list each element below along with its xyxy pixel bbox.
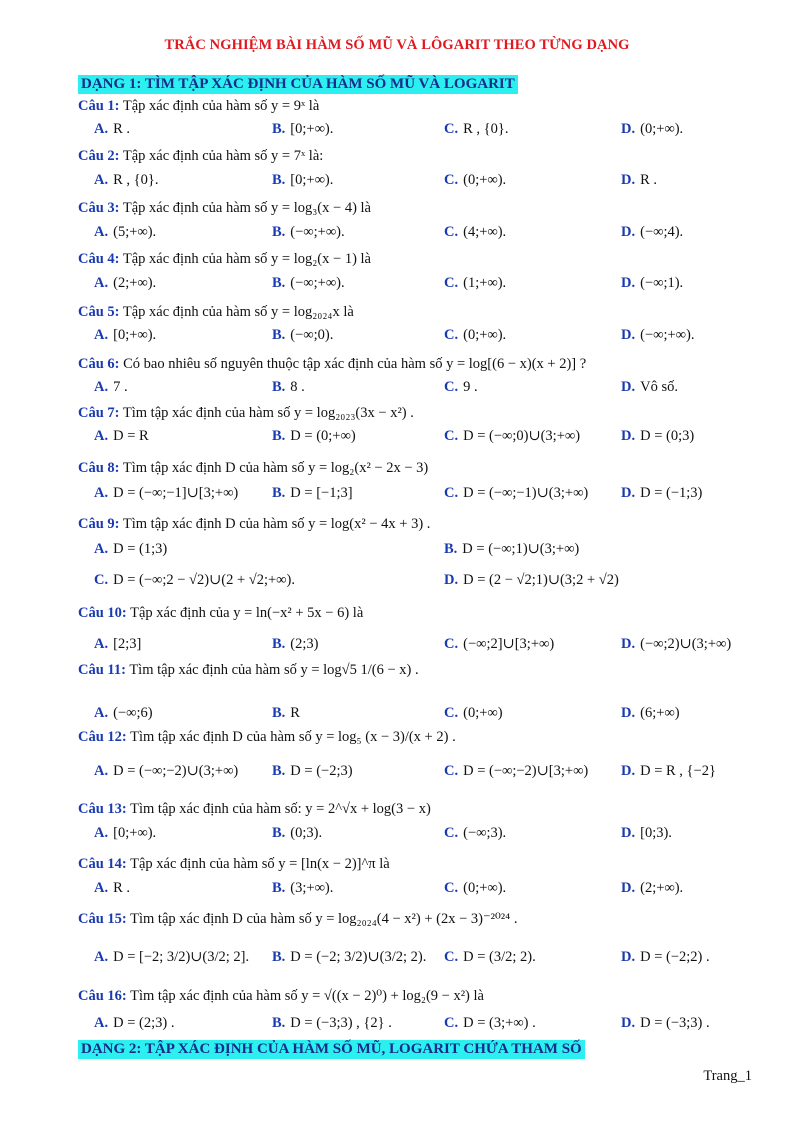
option-letter: D. bbox=[621, 121, 636, 137]
question-text: Tập xác định của y = ln(−x² + 5x − 6) là bbox=[130, 605, 364, 621]
option-text: D = [−1;3] bbox=[290, 485, 353, 501]
answer-option[interactable] bbox=[444, 324, 506, 346]
answer-option[interactable] bbox=[94, 1012, 174, 1034]
answer-option[interactable] bbox=[444, 877, 506, 899]
answer-option[interactable] bbox=[94, 946, 249, 968]
option-letter: B. bbox=[272, 327, 286, 343]
option-text: D = (−2;2) . bbox=[640, 949, 710, 965]
option-letter: A. bbox=[94, 1015, 109, 1031]
option-letter: C. bbox=[444, 428, 459, 444]
question-label: Câu 6: bbox=[78, 356, 120, 372]
answer-option[interactable] bbox=[272, 760, 353, 782]
option-letter: B. bbox=[272, 949, 286, 965]
option-text: D = (2 − √2;1)∪(3;2 + √2) bbox=[463, 572, 619, 588]
question-stem bbox=[78, 909, 517, 929]
option-text: (0;+∞) bbox=[463, 705, 503, 721]
option-text: D = R bbox=[113, 428, 149, 444]
option-text: D = (−2;3) bbox=[290, 763, 353, 779]
section-heading-1: DẠNG 1: TÌM TẬP XÁC ĐỊNH CỦA HÀM SỐ MŨ VÀ LOGARIT bbox=[78, 75, 518, 94]
option-text: (−∞;+∞). bbox=[290, 224, 345, 240]
option-text: (0;3). bbox=[290, 825, 323, 841]
option-text: [2;3] bbox=[113, 636, 142, 652]
question-stem bbox=[78, 249, 371, 269]
question-stem bbox=[78, 403, 414, 423]
option-text: D = (−∞;−1)∪(3;+∞) bbox=[463, 485, 589, 501]
option-text: D = (−∞;−1]∪[3;+∞) bbox=[113, 485, 239, 501]
option-letter: A. bbox=[94, 636, 109, 652]
option-letter: B. bbox=[444, 541, 458, 557]
answer-option[interactable] bbox=[94, 760, 238, 782]
option-letter: B. bbox=[272, 121, 286, 137]
option-letter: D. bbox=[621, 1015, 636, 1031]
answer-option[interactable] bbox=[621, 633, 731, 655]
option-letter: D. bbox=[621, 379, 636, 395]
option-letter: B. bbox=[272, 636, 286, 652]
answer-option[interactable] bbox=[621, 946, 710, 968]
option-letter: B. bbox=[272, 485, 286, 501]
option-letter: C. bbox=[444, 379, 459, 395]
answer-option[interactable] bbox=[621, 425, 694, 447]
option-text: (−∞;0). bbox=[290, 327, 334, 343]
option-text: (−∞;1). bbox=[640, 275, 684, 291]
option-text: D = (0;+∞) bbox=[290, 428, 356, 444]
option-letter: A. bbox=[94, 485, 109, 501]
option-text: R . bbox=[640, 172, 658, 188]
answer-option[interactable] bbox=[94, 169, 158, 191]
question-text: Tập xác định của hàm số y = log₂(x − 1) là bbox=[122, 251, 371, 267]
option-letter: B. bbox=[272, 275, 286, 291]
option-text: (−∞;2)∪(3;+∞) bbox=[640, 636, 732, 652]
question-label: Câu 5: bbox=[78, 304, 120, 320]
answer-option[interactable] bbox=[94, 272, 156, 294]
question-stem bbox=[78, 660, 419, 680]
answer-option[interactable] bbox=[272, 702, 300, 724]
option-letter: D. bbox=[621, 763, 636, 779]
answer-option[interactable] bbox=[621, 118, 683, 140]
option-letter: C. bbox=[444, 763, 459, 779]
option-text: 8 . bbox=[290, 379, 305, 395]
question-label: Câu 11: bbox=[78, 662, 126, 678]
answer-option[interactable] bbox=[94, 425, 149, 447]
option-text: (2;3) bbox=[290, 636, 319, 652]
option-letter: D. bbox=[621, 949, 636, 965]
answer-option[interactable] bbox=[272, 877, 333, 899]
option-letter: D. bbox=[621, 825, 636, 841]
option-text: (5;+∞). bbox=[113, 224, 157, 240]
option-text: [0;+∞). bbox=[290, 121, 334, 137]
answer-option[interactable] bbox=[444, 376, 478, 398]
question-label: Câu 12: bbox=[78, 729, 127, 745]
question-text: Tập xác định của hàm số y = log₃(x − 4) là bbox=[122, 200, 371, 216]
option-letter: C. bbox=[444, 121, 459, 137]
option-text: D = (−∞;0)∪(3;+∞) bbox=[463, 428, 581, 444]
option-letter: D. bbox=[621, 172, 636, 188]
option-letter: C. bbox=[444, 485, 459, 501]
option-text: D = (0;3) bbox=[640, 428, 695, 444]
question-text: Tìm tập xác định D của hàm số y = log₂(x² − 2x − 3) bbox=[122, 460, 429, 476]
answer-option[interactable] bbox=[94, 633, 141, 655]
question-stem bbox=[78, 799, 431, 819]
question-label: Câu 16: bbox=[78, 988, 127, 1004]
option-text: [0;+∞). bbox=[113, 825, 157, 841]
answer-option[interactable] bbox=[94, 702, 153, 724]
option-letter: C. bbox=[444, 1015, 459, 1031]
answer-option[interactable] bbox=[621, 324, 694, 346]
option-letter: C. bbox=[444, 880, 459, 896]
option-text: (0;+∞). bbox=[463, 880, 507, 896]
option-letter: B. bbox=[272, 428, 286, 444]
option-text: (−∞;+∞). bbox=[290, 275, 345, 291]
answer-option[interactable] bbox=[94, 221, 156, 243]
option-text: (1;+∞). bbox=[463, 275, 507, 291]
option-text: D = (−∞;2 − √2)∪(2 + √2;+∞). bbox=[113, 572, 295, 588]
option-letter: A. bbox=[94, 541, 109, 557]
option-letter: A. bbox=[94, 949, 109, 965]
question-stem bbox=[78, 458, 428, 478]
option-letter: D. bbox=[621, 275, 636, 291]
option-letter: A. bbox=[94, 825, 109, 841]
option-text: D = R , {−2} bbox=[640, 763, 716, 779]
question-label: Câu 4: bbox=[78, 251, 120, 267]
answer-option[interactable] bbox=[444, 946, 536, 968]
answer-option[interactable] bbox=[272, 221, 345, 243]
option-letter: D. bbox=[621, 224, 636, 240]
option-letter: B. bbox=[272, 224, 286, 240]
option-letter: A. bbox=[94, 275, 109, 291]
option-letter: D. bbox=[621, 880, 636, 896]
option-letter: D. bbox=[621, 636, 636, 652]
answer-option[interactable] bbox=[94, 376, 128, 398]
option-text: R bbox=[290, 705, 300, 721]
question-label: Câu 14: bbox=[78, 856, 127, 872]
question-text: Tập xác định của hàm số y = 7ˣ là: bbox=[122, 148, 324, 164]
question-stem bbox=[78, 603, 363, 623]
question-stem bbox=[78, 727, 456, 747]
option-letter: D. bbox=[621, 485, 636, 501]
answer-option[interactable] bbox=[621, 877, 683, 899]
answer-option[interactable] bbox=[621, 272, 683, 294]
option-letter: C. bbox=[444, 949, 459, 965]
question-stem bbox=[78, 146, 323, 166]
option-text: (−∞;+∞). bbox=[640, 327, 695, 343]
answer-option[interactable] bbox=[94, 118, 130, 140]
option-text: R . bbox=[113, 880, 131, 896]
question-label: Câu 13: bbox=[78, 801, 127, 817]
option-text: [0;+∞). bbox=[290, 172, 334, 188]
option-text: D = (−∞;−2)∪(3;+∞) bbox=[113, 763, 239, 779]
option-letter: A. bbox=[94, 705, 109, 721]
question-text: Tìm tập xác định D của hàm số y = log₅ (x − 3)/(x + 2) . bbox=[130, 729, 456, 745]
option-text: (6;+∞) bbox=[640, 705, 680, 721]
option-letter: A. bbox=[94, 224, 109, 240]
option-text: D = (−1;3) bbox=[640, 485, 703, 501]
option-text: D = (−2; 3/2)∪(3/2; 2). bbox=[290, 949, 427, 965]
question-text: Tìm tập xác định D của hàm số y = log(x² − 4x + 3) . bbox=[122, 516, 431, 532]
answer-option[interactable] bbox=[444, 569, 619, 591]
question-stem bbox=[78, 96, 319, 116]
section-heading-2: DẠNG 2: TẬP XÁC ĐỊNH CỦA HÀM SỐ MŨ, LOGARIT CHỨA THAM SỐ bbox=[78, 1040, 585, 1059]
option-letter: A. bbox=[94, 379, 109, 395]
question-stem bbox=[78, 302, 354, 322]
answer-option[interactable] bbox=[444, 633, 554, 655]
question-stem bbox=[78, 354, 586, 374]
option-letter: C. bbox=[444, 275, 459, 291]
option-text: (−∞;2]∪[3;+∞) bbox=[463, 636, 555, 652]
option-letter: C. bbox=[94, 572, 109, 588]
question-text: Tập xác định của hàm số y = log₂₀₂₄x là bbox=[122, 304, 354, 320]
answer-option[interactable] bbox=[272, 118, 333, 140]
question-text: Tìm tập xác định của hàm số: y = 2^√x + log(3 − x) bbox=[130, 801, 431, 817]
option-text: (4;+∞). bbox=[463, 224, 507, 240]
option-letter: A. bbox=[94, 121, 109, 137]
option-letter: B. bbox=[272, 880, 286, 896]
option-text: (−∞;6) bbox=[113, 705, 153, 721]
option-text: D = (3/2; 2). bbox=[463, 949, 536, 965]
option-letter: C. bbox=[444, 636, 459, 652]
page-title: TRẮC NGHIỆM BÀI HÀM SỐ MŨ VÀ LÔGARIT THEO TỪNG DẠNG bbox=[164, 37, 630, 53]
option-text: R . bbox=[113, 121, 131, 137]
question-label: Câu 10: bbox=[78, 605, 127, 621]
option-letter: A. bbox=[94, 327, 109, 343]
answer-option[interactable] bbox=[272, 1012, 392, 1034]
answer-option[interactable] bbox=[94, 569, 295, 591]
question-text: Tìm tập xác định của hàm số y = log√5 1/(6 − x) . bbox=[129, 662, 419, 678]
option-text: (2;+∞). bbox=[640, 880, 684, 896]
answer-option[interactable] bbox=[272, 272, 345, 294]
question-stem bbox=[78, 986, 484, 1006]
question-label: Câu 8: bbox=[78, 460, 120, 476]
question-stem bbox=[78, 854, 390, 874]
answer-option[interactable] bbox=[444, 1012, 536, 1034]
question-text: Tập xác định của hàm số y = [ln(x − 2)]^π là bbox=[130, 856, 390, 872]
option-text: D = (1;3) bbox=[113, 541, 168, 557]
option-text: (0;+∞). bbox=[463, 172, 507, 188]
option-text: (3;+∞). bbox=[290, 880, 334, 896]
answer-option[interactable] bbox=[444, 760, 588, 782]
answer-option[interactable] bbox=[272, 946, 426, 968]
option-text: R , {0}. bbox=[463, 121, 509, 137]
answer-option[interactable] bbox=[621, 822, 672, 844]
option-text: (−∞;4). bbox=[640, 224, 684, 240]
option-text: D = (−∞;1)∪(3;+∞) bbox=[462, 541, 580, 557]
answer-option[interactable] bbox=[444, 272, 506, 294]
option-text: R , {0}. bbox=[113, 172, 159, 188]
option-letter: A. bbox=[94, 763, 109, 779]
answer-option[interactable] bbox=[444, 822, 506, 844]
option-text: 9 . bbox=[463, 379, 478, 395]
question-label: Câu 7: bbox=[78, 405, 120, 421]
option-letter: C. bbox=[444, 172, 459, 188]
option-text: [0;+∞). bbox=[113, 327, 157, 343]
answer-option[interactable] bbox=[444, 538, 579, 560]
answer-option[interactable] bbox=[444, 482, 588, 504]
question-text: Tìm tập xác định của hàm số y = √((x − 2)⁰) + log₂(9 − x²) là bbox=[130, 988, 484, 1004]
answer-option[interactable] bbox=[444, 169, 506, 191]
answer-option[interactable] bbox=[272, 169, 333, 191]
option-text: Vô số. bbox=[640, 379, 678, 395]
answer-option[interactable] bbox=[621, 760, 716, 782]
answer-option[interactable] bbox=[444, 118, 508, 140]
question-label: Câu 2: bbox=[78, 148, 120, 164]
option-text: (0;+∞). bbox=[640, 121, 684, 137]
answer-option[interactable] bbox=[94, 482, 238, 504]
answer-option[interactable] bbox=[621, 221, 683, 243]
question-text: Tìm tập xác định D của hàm số y = log₂₀₂₄(4 − x²) + (2x − 3)⁻²⁰²⁴ . bbox=[130, 911, 518, 927]
answer-option[interactable] bbox=[94, 877, 130, 899]
answer-option[interactable] bbox=[444, 221, 506, 243]
option-text: D = (3;+∞) . bbox=[463, 1015, 536, 1031]
question-label: Câu 9: bbox=[78, 516, 120, 532]
option-text: (0;+∞). bbox=[463, 327, 507, 343]
option-text: D = (−∞;−2)∪[3;+∞) bbox=[463, 763, 589, 779]
answer-option[interactable] bbox=[272, 324, 333, 346]
option-letter: B. bbox=[272, 172, 286, 188]
option-text: [0;3). bbox=[640, 825, 672, 841]
option-letter: B. bbox=[272, 763, 286, 779]
question-text: Tập xác định của hàm số y = 9ˣ là bbox=[122, 98, 320, 114]
option-letter: B. bbox=[272, 705, 286, 721]
question-label: Câu 3: bbox=[78, 200, 120, 216]
answer-option[interactable] bbox=[94, 324, 156, 346]
option-letter: D. bbox=[621, 327, 636, 343]
question-label: Câu 15: bbox=[78, 911, 127, 927]
option-letter: B. bbox=[272, 1015, 286, 1031]
option-text: 7 . bbox=[113, 379, 128, 395]
answer-option[interactable] bbox=[94, 538, 167, 560]
answer-option[interactable] bbox=[621, 1012, 710, 1034]
option-text: D = (−3;3) , {2} . bbox=[290, 1015, 392, 1031]
page-number: Trang_1 bbox=[703, 1068, 752, 1084]
option-letter: A. bbox=[94, 880, 109, 896]
answer-option[interactable] bbox=[272, 376, 305, 398]
option-letter: B. bbox=[272, 825, 286, 841]
question-stem bbox=[78, 514, 430, 534]
answer-option[interactable] bbox=[444, 425, 580, 447]
option-letter: C. bbox=[444, 825, 459, 841]
option-text: D = (2;3) . bbox=[113, 1015, 175, 1031]
question-text: Tìm tập xác định của hàm số y = log₂₀₂₃(3x − x²) . bbox=[122, 405, 414, 421]
option-letter: A. bbox=[94, 428, 109, 444]
option-text: D = (−3;3) . bbox=[640, 1015, 710, 1031]
option-text: (−∞;3). bbox=[463, 825, 507, 841]
answer-option[interactable] bbox=[621, 702, 680, 724]
option-letter: D. bbox=[621, 705, 636, 721]
answer-option[interactable] bbox=[272, 482, 353, 504]
question-label: Câu 1: bbox=[78, 98, 120, 114]
question-text: Có bao nhiêu số nguyên thuộc tập xác định của hàm số y = log[(6 − x)(x + 2)] ? bbox=[123, 356, 587, 372]
option-letter: D. bbox=[621, 428, 636, 444]
option-text: (2;+∞). bbox=[113, 275, 157, 291]
option-letter: B. bbox=[272, 379, 286, 395]
answer-option[interactable] bbox=[444, 702, 503, 724]
answer-option[interactable] bbox=[272, 822, 322, 844]
option-letter: C. bbox=[444, 224, 459, 240]
option-text: D = [−2; 3/2)∪(3/2; 2]. bbox=[113, 949, 250, 965]
answer-option[interactable] bbox=[621, 376, 678, 398]
answer-option[interactable] bbox=[621, 169, 657, 191]
option-letter: C. bbox=[444, 705, 459, 721]
answer-option[interactable] bbox=[272, 425, 356, 447]
answer-option[interactable] bbox=[621, 482, 702, 504]
option-letter: A. bbox=[94, 172, 109, 188]
answer-option[interactable] bbox=[272, 633, 318, 655]
option-letter: C. bbox=[444, 327, 459, 343]
option-letter: D. bbox=[444, 572, 459, 588]
answer-option[interactable] bbox=[94, 822, 156, 844]
question-stem bbox=[78, 198, 371, 218]
